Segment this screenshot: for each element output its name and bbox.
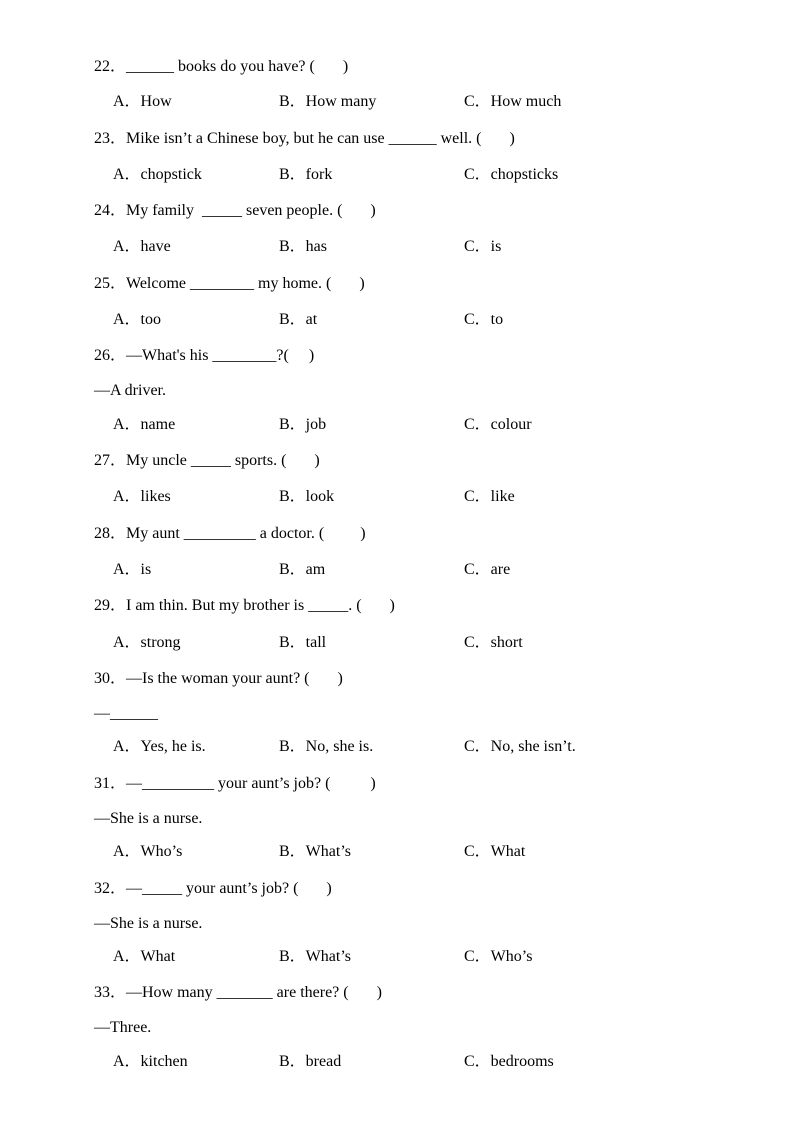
question-22-option-c[interactable]: C．How much (464, 93, 562, 110)
question-32-option-b[interactable]: B．What’s (279, 948, 351, 965)
question-32-option-c[interactable]: C．Who’s (464, 948, 533, 965)
question-30-option-b[interactable]: B．No, she is. (279, 738, 374, 755)
question-28-option-c[interactable]: C．are (464, 561, 511, 578)
question-25-stem: 25．Welcome ________ my home. ( ) (94, 275, 365, 292)
question-30-option-c[interactable]: C．No, she isn’t. (464, 738, 576, 755)
question-31-option-b[interactable]: B．What’s (279, 843, 351, 860)
question-22-option-b[interactable]: B．How many (279, 93, 377, 110)
question-27-stem: 27．My uncle _____ sports. ( ) (94, 452, 320, 469)
question-26-answer: —A driver. (94, 382, 166, 399)
question-30-answer: —______ (94, 705, 158, 722)
question-24-option-c[interactable]: C．is (464, 238, 502, 255)
question-32-stem: 32．—_____ your aunt’s job? ( ) (94, 880, 332, 897)
question-27-option-b[interactable]: B．look (279, 488, 335, 505)
question-32-option-a[interactable]: A．What (113, 948, 176, 965)
question-23-option-b[interactable]: B．fork (279, 166, 333, 183)
question-33-option-b[interactable]: B．bread (279, 1053, 342, 1070)
question-26-stem: 26．—What's his ________?( ) (94, 347, 315, 364)
question-31-stem: 31．—_________ your aunt’s job? ( ) (94, 775, 376, 792)
question-30-stem: 30．—Is the woman your aunt? ( ) (94, 670, 343, 687)
question-33-stem: 33．—How many _______ are there? ( ) (94, 984, 382, 1001)
question-29-option-c[interactable]: C．short (464, 634, 523, 651)
question-30-option-a[interactable]: A．Yes, he is. (113, 738, 206, 755)
question-28-option-a[interactable]: A．is (113, 561, 152, 578)
question-33-option-a[interactable]: A．kitchen (113, 1053, 188, 1070)
question-31-option-c[interactable]: C．What (464, 843, 526, 860)
question-24-stem: 24．My family _____ seven people. ( ) (94, 202, 376, 219)
question-32-answer: —She is a nurse. (94, 915, 203, 932)
question-26-option-a[interactable]: A．name (113, 416, 176, 433)
question-22-option-a[interactable]: A．How (113, 93, 172, 110)
question-28-stem: 28．My aunt _________ a doctor. ( ) (94, 525, 366, 542)
question-24-option-b[interactable]: B．has (279, 238, 328, 255)
question-22-stem: 22．______ books do you have? ( ) (94, 58, 349, 75)
question-29-option-b[interactable]: B．tall (279, 634, 327, 651)
question-33-answer: —Three. (94, 1019, 152, 1036)
question-23-option-a[interactable]: A．chopstick (113, 166, 202, 183)
question-33-option-c[interactable]: C．bedrooms (464, 1053, 554, 1070)
question-27-option-c[interactable]: C．like (464, 488, 515, 505)
question-26-option-c[interactable]: C．colour (464, 416, 532, 433)
question-25-option-c[interactable]: C．to (464, 311, 504, 328)
question-23-stem: 23．Mike isn’t a Chinese boy, but he can use ______ well. ( ) (94, 130, 515, 147)
question-23-option-c[interactable]: C．chopsticks (464, 166, 559, 183)
question-25-option-b[interactable]: B．at (279, 311, 318, 328)
question-25-option-a[interactable]: A．too (113, 311, 162, 328)
question-29-option-a[interactable]: A．strong (113, 634, 181, 651)
question-24-option-a[interactable]: A．have (113, 238, 171, 255)
question-29-stem: 29．I am thin. But my brother is _____. ( ) (94, 597, 395, 614)
question-31-option-a[interactable]: A．Who’s (113, 843, 183, 860)
question-27-option-a[interactable]: A．likes (113, 488, 171, 505)
question-28-option-b[interactable]: B．am (279, 561, 326, 578)
question-31-answer: —She is a nurse. (94, 810, 203, 827)
question-26-option-b[interactable]: B．job (279, 416, 327, 433)
